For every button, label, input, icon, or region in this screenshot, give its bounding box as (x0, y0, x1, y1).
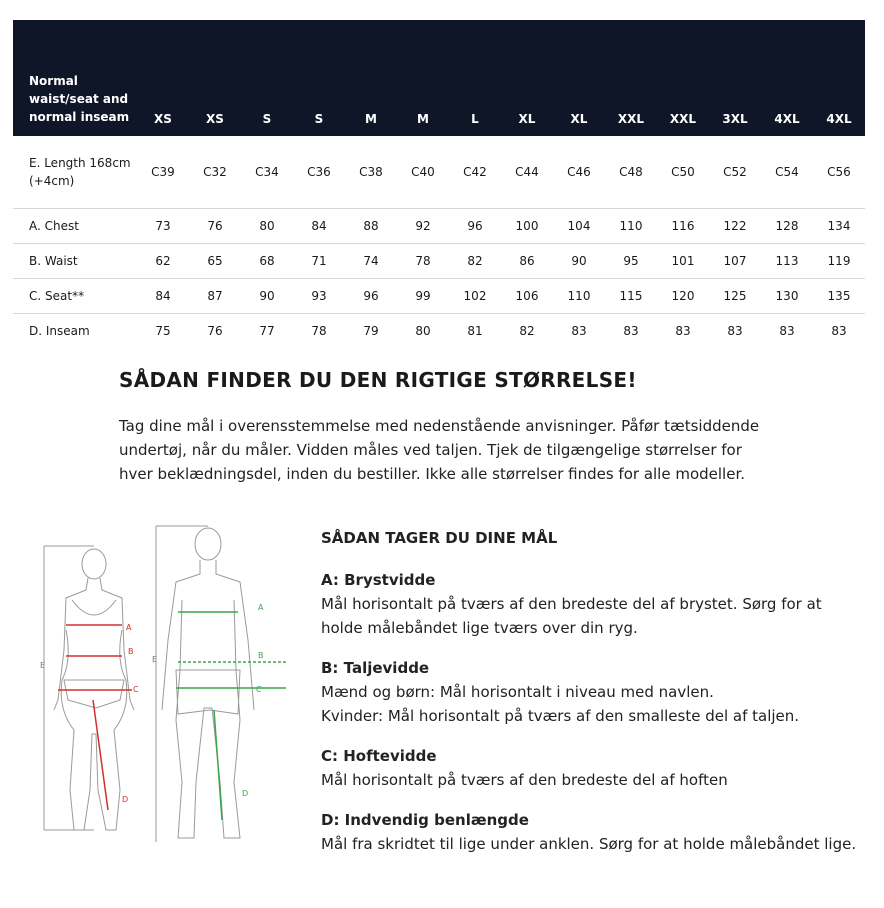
instruction-heading: A: Brystvidde (321, 571, 436, 589)
instruction-text: Mål fra skridtet til lige under anklen. Sørg for at holde målebåndet lige. (321, 835, 857, 853)
table-cell: 102 (449, 279, 501, 314)
table-cell: 100 (501, 209, 553, 244)
table-cell: C34 (241, 136, 293, 209)
table-cell: 115 (605, 279, 657, 314)
table-cell: 134 (813, 209, 865, 244)
table-cell: 106 (501, 279, 553, 314)
table-cell: 101 (657, 244, 709, 279)
table-cell: 65 (189, 244, 241, 279)
table-cell: C48 (605, 136, 657, 209)
table-cell: 120 (657, 279, 709, 314)
figure-label-e-male: E (152, 655, 158, 664)
table-cell: C32 (189, 136, 241, 209)
table-cell: 116 (657, 209, 709, 244)
table-cell: 86 (501, 244, 553, 279)
table-cell: 113 (761, 244, 813, 279)
size-header-0: XS (137, 20, 189, 136)
size-header-6: L (449, 20, 501, 136)
figure-label-e-female: E (40, 661, 46, 670)
figure-label-d-female: D (122, 795, 129, 804)
size-header-8: XL (553, 20, 605, 136)
table-cell: 81 (467, 324, 483, 338)
table-cell: 83 (831, 324, 847, 338)
instruction-heading: D: Indvendig benlængde (321, 811, 529, 829)
table-cell: 95 (605, 244, 657, 279)
table-cell: C42 (449, 136, 501, 209)
instruction-section (321, 808, 866, 856)
size-header-3: S (293, 20, 345, 136)
table-cell: C52 (709, 136, 761, 209)
instruction-text: Kvinder: Mål horisontalt på tværs af den smalleste del af taljen. (321, 707, 800, 725)
table-cell: 87 (189, 279, 241, 314)
instruction-text: Mål horisontalt på tværs af den bredeste del af brystet. Sørg for at holde målebåndet lige tværs over din ryg. (321, 595, 822, 637)
table-cell: 92 (397, 209, 449, 244)
table-cell: 83 (571, 324, 587, 338)
figure-label-b-male: B (258, 651, 264, 660)
table-cell: C40 (397, 136, 449, 209)
measurement-figure (36, 520, 296, 850)
figure-label-b-female: B (128, 647, 134, 656)
table-cell: 80 (241, 209, 293, 244)
instruction-section (321, 568, 866, 640)
table-cell: 83 (675, 324, 691, 338)
table-cell: 71 (293, 244, 345, 279)
size-header-5: M (397, 20, 449, 136)
table-cell: 107 (709, 244, 761, 279)
table-cell: 110 (553, 279, 605, 314)
instructions-title: SÅDAN TAGER DU DINE MÅL (321, 529, 558, 547)
female-body-illustration (44, 546, 134, 830)
guide-title: SÅDAN FINDER DU DEN RIGTIGE STØRRELSE! (119, 368, 637, 392)
table-cell: 82 (449, 244, 501, 279)
male-body-illustration (156, 526, 254, 842)
row-label: D. Inseam (29, 324, 90, 338)
table-cell: 122 (709, 209, 761, 244)
table-cell: C36 (293, 136, 345, 209)
size-header-7: XL (501, 20, 553, 136)
table-cell: 83 (727, 324, 743, 338)
table-row (13, 244, 865, 279)
size-table (13, 20, 865, 348)
instruction-text: Mænd og børn: Mål horisontalt i niveau med navlen. (321, 683, 714, 701)
size-header-11: 3XL (709, 20, 761, 136)
table-cell: 83 (779, 324, 795, 338)
instruction-heading: B: Taljevidde (321, 659, 430, 677)
table-cell: 62 (137, 244, 189, 279)
size-header-9: XXL (605, 20, 657, 136)
table-cell: 96 (449, 209, 501, 244)
table-cell: C54 (761, 136, 813, 209)
table-cell: 84 (137, 279, 189, 314)
guide-intro: Tag dine mål i overensstemmelse med nedenstående anvisninger. Påfør tætsiddende undertøj, når du måler. Vidden måles ved taljen. Tjek de tilgængelige størrelser for hver beklædningsdel, inden du bestiller. Ikke alle størrelser findes for alle modeller. (119, 417, 760, 483)
table-cell: 83 (623, 324, 639, 338)
table-cell: 130 (761, 279, 813, 314)
table-row (13, 279, 865, 314)
table-cell: 104 (553, 209, 605, 244)
table-cell: 80 (415, 324, 431, 338)
table-cell: 110 (605, 209, 657, 244)
table-cell: 75 (155, 324, 171, 338)
table-cell: 128 (761, 209, 813, 244)
instruction-heading: C: Hoftevidde (321, 747, 437, 765)
table-cell: 90 (553, 244, 605, 279)
table-cell: C56 (813, 136, 865, 209)
instruction-section (321, 656, 866, 728)
table-cell: 82 (519, 324, 535, 338)
size-header-1: XS (189, 20, 241, 136)
table-cell: 119 (813, 244, 865, 279)
size-table-body (13, 136, 865, 348)
row-label: A. Chest (13, 209, 137, 244)
table-cell: 78 (311, 324, 327, 338)
table-cell: 76 (189, 209, 241, 244)
table-cell: C50 (657, 136, 709, 209)
table-row (13, 209, 865, 244)
table-row (13, 314, 865, 349)
table-cell: C44 (501, 136, 553, 209)
table-cell: 93 (293, 279, 345, 314)
female-measure-lines (58, 625, 132, 810)
table-cell: C46 (553, 136, 605, 209)
row-label: C. Seat** (13, 279, 137, 314)
figure-label-c-male: C (256, 685, 262, 694)
size-header-2: S (241, 20, 293, 136)
header-label: Normal waist/seat and normal inseam (13, 20, 137, 136)
instruction-text: Mål horisontalt på tværs af den bredeste del af hoften (321, 771, 728, 789)
table-cell: 88 (345, 209, 397, 244)
table-cell: 90 (241, 279, 293, 314)
size-header-4: M (345, 20, 397, 136)
figure-label-c-female: C (133, 685, 139, 694)
table-cell: 135 (813, 279, 865, 314)
instructions-sections (321, 568, 866, 856)
figure-label-a-female: A (126, 623, 132, 632)
table-cell: 76 (207, 324, 223, 338)
row-label: E. Length 168cm (+4cm) (13, 136, 137, 209)
table-cell: C39 (137, 136, 189, 209)
table-cell: 99 (397, 279, 449, 314)
table-cell: 96 (345, 279, 397, 314)
table-cell: 68 (241, 244, 293, 279)
table-cell: 78 (397, 244, 449, 279)
table-cell: 125 (709, 279, 761, 314)
size-header-10: XXL (657, 20, 709, 136)
size-header-row (13, 20, 865, 136)
measure-instructions (321, 526, 866, 872)
table-cell: C38 (345, 136, 397, 209)
table-cell: 77 (259, 324, 275, 338)
figure-label-d-male: D (242, 789, 249, 798)
instruction-section (321, 744, 866, 792)
figure-label-a-male: A (258, 603, 264, 612)
table-cell: 74 (345, 244, 397, 279)
table-cell: 73 (137, 209, 189, 244)
table-row (13, 136, 865, 209)
male-measure-lines (176, 612, 286, 820)
row-label: B. Waist (13, 244, 137, 279)
size-header-12: 4XL (761, 20, 813, 136)
size-header-13: 4XL (813, 20, 865, 136)
table-cell: 84 (293, 209, 345, 244)
table-cell: 79 (363, 324, 379, 338)
